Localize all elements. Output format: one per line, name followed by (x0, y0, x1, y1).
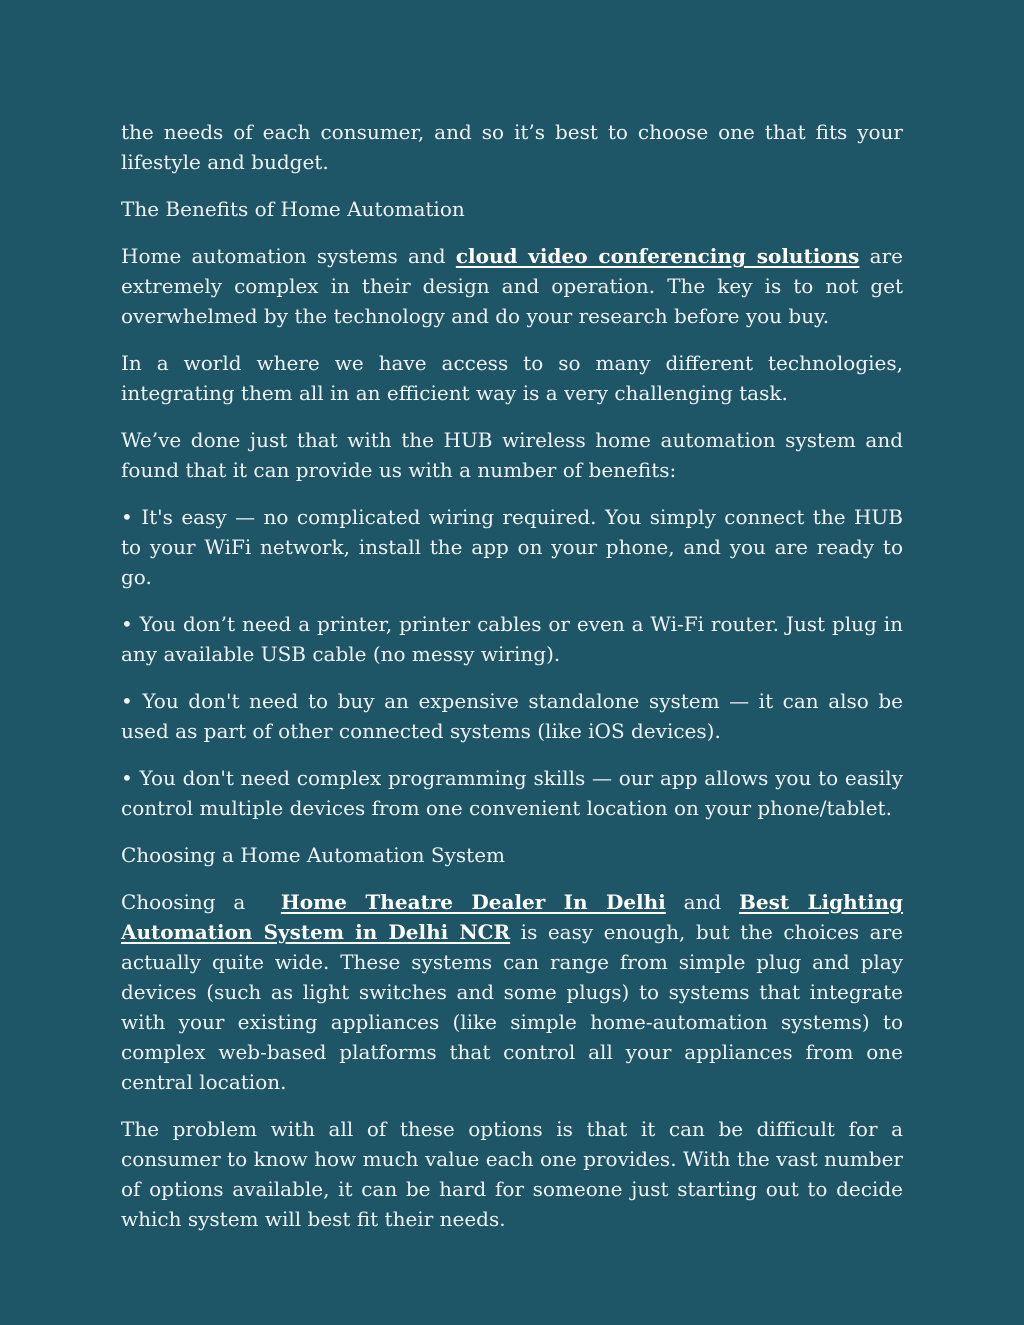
bullet-easy-setup: • It's easy — no complicated wiring required. You simply connect the HUB to your WiFi network, install the app on your phone, and you are ready to go. (121, 505, 903, 589)
link-home-theatre-dealer[interactable]: Home Theatre Dealer In Delhi (280, 890, 666, 914)
paragraph-text: is easy enough, but the choices are actually quite wide. These systems can range from simple plug and play devices (such as light switches and some plugs) to systems that integrate with your existing appliances (like simple home-automation systems) to complex web-based platforms that control all your appliances from one central location. (121, 920, 904, 1094)
paragraph-choosing-dealer (121, 887, 903, 1097)
heading-choosing-system: Choosing a Home Automation System (121, 843, 505, 867)
document-page (121, 117, 903, 1251)
link-lighting-automation[interactable]: Best Lighting Automation System in Delhi NCR (121, 890, 904, 944)
paragraph-text: Home automation systems and (121, 244, 446, 268)
paragraph-technologies: In a world where we have access to so many different technologies, integrating them all in an efficient way is a very challenging task. (121, 351, 903, 405)
bullet-no-programming: • You don't need complex programming skills — our app allows you to easily control multiple devices from one convenient location on your phone/tablet. (121, 766, 903, 820)
bullet-no-standalone: • You don't need to buy an expensive standalone system — it can also be used as part of other connected systems (like iOS devices). (121, 689, 903, 743)
paragraph-problem-options: The problem with all of these options is that it can be difficult for a consumer to know how much value each one provides. With the vast number of options available, it can be hard for someone just starting out to decide which system will best fit their needs. (121, 1117, 903, 1231)
link-cloud-video-conferencing[interactable]: cloud video conferencing solutions (455, 244, 860, 268)
paragraph-text: are extremely complex in their design and operation. The key is to not get overwhelmed by the technology and do your research before you buy. (121, 244, 903, 328)
bullet-no-printer: • You don’t need a printer, printer cables or even a Wi-Fi router. Just plug in any available USB cable (no messy wiring). (121, 612, 903, 666)
heading-benefits: The Benefits of Home Automation (121, 197, 465, 221)
paragraph-home-automation-complexity (121, 241, 903, 331)
paragraph-text: Choosing a (121, 890, 246, 914)
paragraph-hub-benefits-intro: We’ve done just that with the HUB wireless home automation system and found that it can provide us with a number of benefits: (121, 428, 903, 482)
paragraph-intro-continuation: the needs of each consumer, and so it’s best to choose one that fits your lifestyle and budget. (121, 120, 903, 174)
paragraph-text: and (683, 890, 722, 914)
